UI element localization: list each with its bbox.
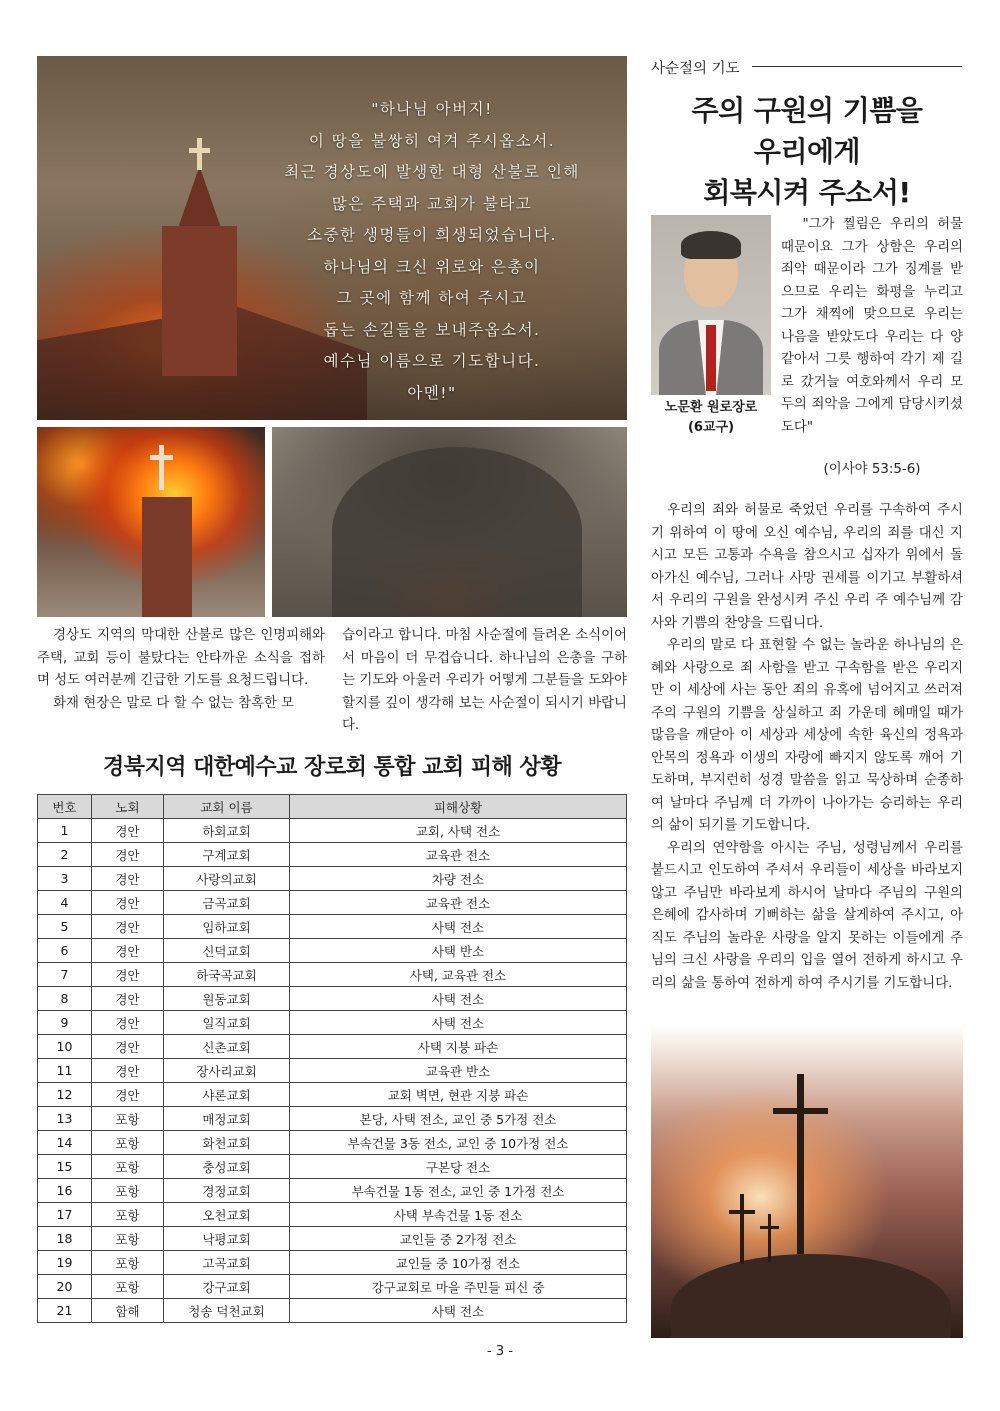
cell-presbytery: 경안 (92, 891, 164, 915)
cell-church-name: 신촌교회 (164, 1035, 290, 1059)
title-line: 회복시켜 주소서! (703, 176, 911, 209)
cell-damage: 교인들 중 10가정 전소 (290, 1251, 627, 1275)
cell-presbytery: 포항 (92, 1275, 164, 1299)
cell-church-name: 충성교회 (164, 1155, 290, 1179)
table-row (38, 1035, 627, 1059)
prayer-overlay (247, 94, 617, 409)
table-row (38, 1083, 627, 1107)
table-row (38, 1131, 627, 1155)
cell-damage: 구본당 전소 (290, 1155, 627, 1179)
cell-damage: 사택 반소 (290, 939, 627, 963)
cell-damage: 교회 벽면, 현관 지붕 파손 (290, 1083, 627, 1107)
paragraph: 우리의 말로 다 표현할 수 없는 놀라운 하나님의 은혜와 사랑으로 죄 사함을 받고 구속함을 받은 우리지만 이 세상에 사는 동안 죄의 유혹에 넘어지고 쓰러져 주의 구원의 기쁨을 상실하고 죄 가운데 헤매일 때가 많음을 깨닫아 이 세상과 세상에 속한 육신의 정욕과 안목의 정욕과 이생의 자랑에 빠지지 않도록 깨어 기도하며, 부지런히 성경 말씀을 읽고 묵상하며 순종하여 날마다 주님께 더 가까이 나아가는 승리하는 우리의 삶이 되기를 기도합니다. (651, 638, 963, 833)
table-row (38, 891, 627, 915)
cell-damage: 본당, 사택 전소, 교인 중 5가정 전소 (290, 1107, 627, 1131)
table-body (38, 819, 627, 1323)
table-row (38, 843, 627, 867)
cell-number: 15 (38, 1155, 92, 1179)
cell-church-name: 장사리교회 (164, 1059, 290, 1083)
paragraph: 습이라고 합니다. 마침 사순절에 들려온 소식이어서 마음이 더 무겁습니다. 하나님의 은총을 구하는 기도와 아울러 우리가 어떻게 그분들을 도와야 할지를 깊이 생각해 보는 사순절이 되시기 바랍니다. (342, 628, 627, 733)
table-row (38, 1275, 627, 1299)
cell-damage: 교육관 전소 (290, 891, 627, 915)
table-row (38, 915, 627, 939)
cell-presbytery: 포항 (92, 1251, 164, 1275)
table-row (38, 1179, 627, 1203)
cell-presbytery: 경안 (92, 1083, 164, 1107)
cell-number: 2 (38, 843, 92, 867)
author-portrait (651, 215, 771, 395)
cross-icon (197, 138, 202, 170)
church-fire-photo (37, 56, 627, 420)
cell-damage: 교육관 반소 (290, 1059, 627, 1083)
cell-number: 20 (38, 1275, 92, 1299)
intro-column-1 (37, 625, 325, 715)
cell-church-name: 금곡교회 (164, 891, 290, 915)
table-row (38, 1227, 627, 1251)
cell-number: 18 (38, 1227, 92, 1251)
cell-number: 13 (38, 1107, 92, 1131)
paragraph: 경상도 지역의 막대한 산불로 많은 인명피해와 주택, 교회 등이 불탔다는 안타까운 소식을 접하며 성도 여러분께 긴급한 기도를 요청드립니다. (37, 628, 325, 688)
verse-reference: (이사야 53:5-6) (823, 462, 921, 477)
cell-damage: 교인들 중 2가정 전소 (290, 1227, 627, 1251)
cell-church-name: 하국곡교회 (164, 963, 290, 987)
paragraph: 우리의 연약함을 아시는 주님, 성령님께서 우리를 붙드시고 인도하여 주셔서 우리들이 세상을 바라보지 않고 주님만 바라보게 하시어 날마다 주님의 구원의 은혜에 감사하며 기뻐하는 삶을 살게하여 주시고, 아직도 주님의 놀라운 사랑을 알지 못하는 이들에게 주님의 크신 사랑을 우리의 입을 열어 전하게 하시고 우리의 삶을 통하여 전하게 하여 주시기를 기도합니다. (651, 840, 963, 991)
prayer-line: 소중한 생명들이 희생되었습니다. (307, 226, 557, 244)
cell-number: 8 (38, 987, 92, 1011)
cell-presbytery: 경안 (92, 819, 164, 843)
cell-number: 12 (38, 1083, 92, 1107)
paragraph: 화재 현장은 말로 다 할 수 없는 참혹한 모 (53, 695, 295, 711)
cell-presbytery: 포항 (92, 1203, 164, 1227)
prayer-line: "하나님 아버지! (371, 100, 493, 118)
cell-damage: 사택, 교육관 전소 (290, 963, 627, 987)
cell-church-name: 구계교회 (164, 843, 290, 867)
cell-damage: 교회, 사택 전소 (290, 819, 627, 843)
author-caption (651, 398, 771, 438)
hair (681, 231, 741, 259)
table-row (38, 1299, 627, 1323)
cell-presbytery: 포항 (92, 1155, 164, 1179)
cell-number: 9 (38, 1011, 92, 1035)
section-label: 사순절의 기도 (651, 61, 740, 77)
header-number: 번호 (38, 795, 92, 819)
prayer-line: 하나님의 크신 위로와 은총이 (323, 257, 541, 276)
church-tower (162, 226, 237, 376)
cell-church-name: 일직교회 (164, 1011, 290, 1035)
cell-church-name: 강구교회 (164, 1275, 290, 1299)
paragraph: 우리의 죄와 허물로 죽었던 우리를 구속하여 주시기 위하여 이 땅에 오신 예수님, 우리의 죄를 대신 지시고 모든 고통과 수욕을 참으시고 십자가 위에서 돌아가신 예수님, 그러나 사망 권세를 이기고 부활하셔서 우리의 구원을 완성시켜 주신 우리 주 예수님께 감사와 기쁨의 찬양을 드립니다. (651, 503, 963, 631)
hill (332, 447, 582, 617)
tie (706, 325, 716, 391)
prayer-line: 많은 주택과 교회가 불타고 (331, 194, 533, 213)
cross-bar (189, 148, 210, 153)
cell-number: 11 (38, 1059, 92, 1083)
cell-church-name: 고곡교회 (164, 1251, 290, 1275)
table-row (38, 1107, 627, 1131)
cell-damage: 사택 지붕 파손 (290, 1035, 627, 1059)
cell-number: 17 (38, 1203, 92, 1227)
cell-church-name: 임하교회 (164, 915, 290, 939)
table-row (38, 1155, 627, 1179)
cell-presbytery: 경안 (92, 843, 164, 867)
verse-text: "그가 찔림은 우리의 허물 때문이요 그가 상함은 우리의 죄악 때문이라 그가 징계를 받으므로 우리는 화평을 누리고 그가 채찍에 맞으므로 우리는 나음을 받았도다 우리는 다 양 같아서 그릇 행하여 각기 제 길로 갔거늘 여호와께서 우리 모두의 죄악을 그에게 담당시키셨도다" (781, 217, 963, 435)
page-number: - 3 - (487, 1344, 513, 1359)
cell-damage: 사택 전소 (290, 987, 627, 1011)
cell-church-name: 사랑의교회 (164, 867, 290, 891)
cell-presbytery: 경안 (92, 939, 164, 963)
cross-bar (729, 1210, 755, 1214)
cell-church-name: 경정교회 (164, 1179, 290, 1203)
table-row (38, 867, 627, 891)
cell-presbytery: 포항 (92, 1227, 164, 1251)
cell-church-name: 청송 덕천교회 (164, 1299, 290, 1323)
cell-damage: 교육관 전소 (290, 843, 627, 867)
title-line: 주의 구원의 기쁨을 (691, 94, 923, 127)
prayer-line: 최근 경상도에 발생한 대형 산불로 인해 (284, 163, 580, 181)
prayer-body (651, 500, 963, 995)
cell-church-name: 낙평교회 (164, 1227, 290, 1251)
cell-presbytery: 경안 (92, 1011, 164, 1035)
cell-presbytery: 경안 (92, 987, 164, 1011)
cell-church-name: 화천교회 (164, 1131, 290, 1155)
table-header-row (38, 795, 627, 819)
table-row (38, 1203, 627, 1227)
title-line: 우리에게 (753, 135, 861, 168)
prayer-line: 아멘!" (407, 383, 457, 402)
cell-presbytery: 경안 (92, 1035, 164, 1059)
cell-church-name: 하회교회 (164, 819, 290, 843)
cross-icon (768, 1214, 771, 1262)
prayer-line: 돕는 손길들을 보내주옵소서. (323, 320, 541, 339)
header-damage: 피해상황 (290, 795, 627, 819)
cell-presbytery: 경안 (92, 915, 164, 939)
scripture-quote (781, 214, 963, 439)
cell-presbytery: 경안 (92, 867, 164, 891)
cell-church-name: 오천교회 (164, 1203, 290, 1227)
table-title: 경북지역 대한예수교 장로회 통합 교회 피해 상황 (103, 755, 561, 780)
author-parish: (6교구) (687, 420, 735, 435)
cross-bar (773, 1108, 828, 1114)
intro-column-2 (342, 625, 627, 738)
cross-bar (150, 455, 173, 460)
cell-damage: 부속건물 1동 전소, 교인 중 1가정 전소 (290, 1179, 627, 1203)
cell-church-name: 원동교회 (164, 987, 290, 1011)
three-crosses-photo (651, 1024, 963, 1338)
table-row (38, 939, 627, 963)
author-name: 노문환 원로장로 (664, 400, 758, 415)
cell-number: 10 (38, 1035, 92, 1059)
cell-damage: 사택 부속건물 1동 전소 (290, 1203, 627, 1227)
table-row (38, 1251, 627, 1275)
cell-church-name: 신덕교회 (164, 939, 290, 963)
section-divider (752, 66, 962, 67)
cross-icon (159, 445, 164, 490)
smoky-hill-photo (272, 427, 627, 617)
cell-damage: 사택 전소 (290, 1299, 627, 1323)
cell-church-name: 샤론교회 (164, 1083, 290, 1107)
hill (671, 1254, 951, 1338)
cell-presbytery: 포항 (92, 1107, 164, 1131)
cell-number: 7 (38, 963, 92, 987)
cell-damage: 강구교회로 마을 주민들 피신 중 (290, 1275, 627, 1299)
cell-presbytery: 함해 (92, 1299, 164, 1323)
cell-church-name: 매정교회 (164, 1107, 290, 1131)
damage-table (37, 794, 627, 1323)
cell-damage: 부속건물 3동 전소, 교인 중 10가정 전소 (290, 1131, 627, 1155)
cell-number: 4 (38, 891, 92, 915)
cell-number: 21 (38, 1299, 92, 1323)
prayer-line: 그 곳에 함께 하여 주시고 (336, 289, 528, 307)
prayer-line: 예수님 이름으로 기도합니다. (323, 352, 541, 370)
cell-number: 6 (38, 939, 92, 963)
header-church-name: 교회 이름 (164, 795, 290, 819)
burning-church-photo (37, 427, 265, 617)
cell-damage: 사택 전소 (290, 915, 627, 939)
cross-bar (760, 1226, 779, 1229)
table-row (38, 987, 627, 1011)
table-row (38, 963, 627, 987)
cell-number: 1 (38, 819, 92, 843)
cell-number: 19 (38, 1251, 92, 1275)
article-title (651, 90, 963, 213)
cell-damage: 차량 전소 (290, 867, 627, 891)
prayer-line: 이 땅을 불쌍히 여겨 주시옵소서. (308, 131, 556, 150)
cell-number: 14 (38, 1131, 92, 1155)
cell-damage: 사택 전소 (290, 1011, 627, 1035)
cell-number: 16 (38, 1179, 92, 1203)
cell-presbytery: 경안 (92, 963, 164, 987)
cross-icon (740, 1194, 744, 1264)
table-row (38, 1011, 627, 1035)
church-spire (177, 166, 222, 231)
cell-presbytery: 포항 (92, 1179, 164, 1203)
table-row (38, 819, 627, 843)
church-tower (142, 497, 192, 617)
cell-presbytery: 포항 (92, 1131, 164, 1155)
cell-number: 3 (38, 867, 92, 891)
header-presbytery: 노회 (92, 795, 164, 819)
table-row (38, 1059, 627, 1083)
cell-number: 5 (38, 915, 92, 939)
cell-presbytery: 경안 (92, 1059, 164, 1083)
cross-icon (797, 1074, 804, 1254)
